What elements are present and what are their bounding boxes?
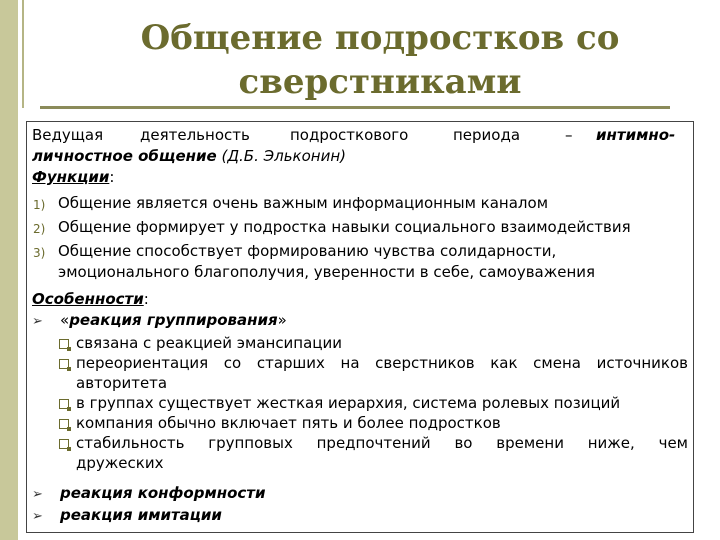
function-item-1: Общение является очень важным информационным каналом	[58, 194, 549, 212]
arrow-bullet-icon: ➢	[32, 487, 43, 502]
square-bullet-icon	[59, 419, 69, 429]
reaction-conformity: реакция конформности	[60, 484, 266, 502]
left-decor-line	[22, 0, 24, 108]
function-num-3: 3)	[33, 246, 46, 260]
reaction-grouping: «реакция группирования»	[60, 311, 287, 329]
functions-heading: Функции:	[32, 168, 115, 186]
function-item-3: Общение способствует формированию чувства солидарности,	[58, 242, 557, 260]
intro-dash: –	[565, 126, 573, 144]
intro-word-6: интимно-	[596, 126, 676, 144]
intro-author: (Д.Б. Эльконин)	[216, 147, 346, 165]
feature-item-1: связана с реакцией эмансипации	[76, 334, 343, 352]
feature-item-2-cont: авторитета	[76, 374, 168, 392]
intro-word-1: Ведущая	[32, 126, 104, 144]
intro-word-4: периода	[453, 126, 521, 144]
intro-line-2	[32, 147, 346, 165]
title-underline	[40, 106, 670, 109]
function-item-3-cont: эмоционального благополучия, уверенности в себе, самоуважения	[58, 263, 596, 281]
function-num-1: 1)	[33, 198, 46, 212]
reaction-imitation: реакция имитации	[60, 506, 222, 524]
feature-item-4: компания обычно включает пять и более подростков	[76, 414, 501, 432]
intro-word-2: деятельность	[140, 126, 250, 144]
intro-bold-term: личностное общение	[32, 147, 217, 165]
function-num-2: 2)	[33, 222, 46, 236]
feature-item-2: переориентация со старших на сверстников как смена источников	[76, 354, 688, 372]
intro-word-3: подросткового	[290, 126, 409, 144]
features-heading: Особенности:	[32, 290, 149, 308]
title-line-2: сверстниками	[238, 62, 522, 102]
arrow-bullet-icon: ➢	[32, 509, 43, 524]
feature-item-5: стабильность групповых предпочтений во времени ниже, чем	[76, 434, 688, 452]
square-bullet-icon	[59, 359, 69, 369]
function-item-2: Общение формирует у подростка навыки социального взаимодействия	[58, 218, 631, 236]
square-bullet-icon	[59, 399, 69, 409]
square-bullet-icon	[59, 339, 69, 349]
feature-item-3: в группах существует жесткая иерархия, система ролевых позиций	[76, 394, 621, 412]
arrow-bullet-icon: ➢	[32, 314, 43, 329]
title-line-1: Общение подростков со	[140, 18, 620, 58]
feature-item-5-cont: дружеских	[76, 454, 164, 472]
square-bullet-icon	[59, 439, 69, 449]
left-decor-bar	[0, 0, 18, 540]
slide-title	[90, 16, 670, 104]
